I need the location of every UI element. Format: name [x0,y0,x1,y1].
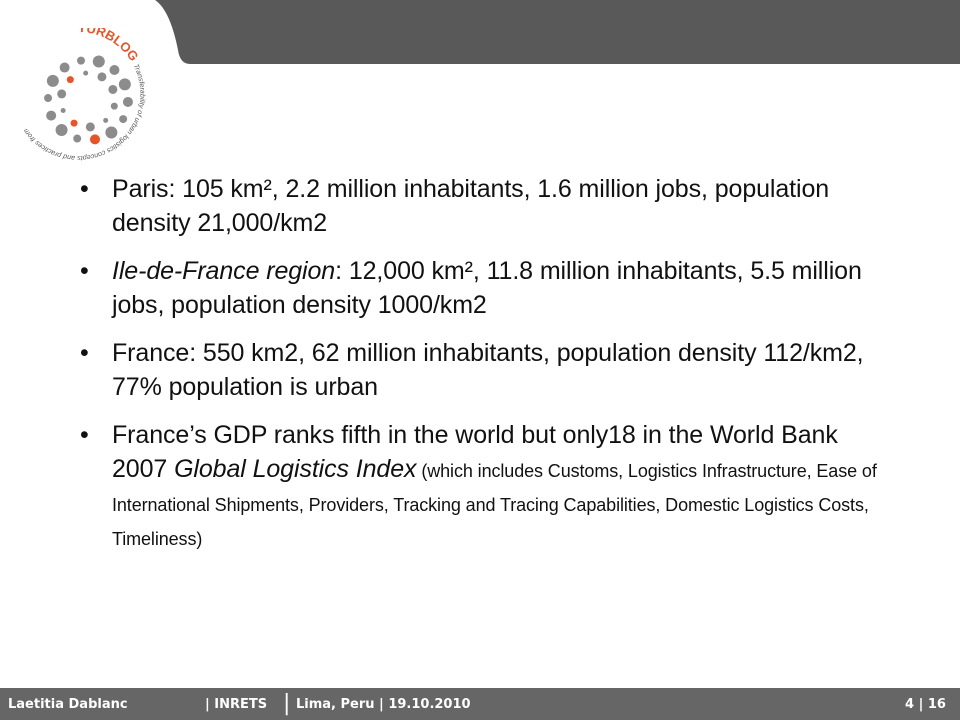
logo-dot [119,115,127,123]
logo-dot [61,108,66,113]
bullet-item [74,336,894,404]
logo-dot [119,78,131,90]
logo-dot [109,65,119,75]
bullet-text: France’s GDP ranks fifth in the world but only18 in the World Bank 2007 [112,421,838,483]
logo-brand: URBLOG [85,28,142,64]
logo-dot [73,135,81,143]
logo-dot [44,94,52,102]
logo-dot [93,55,105,67]
logo-dot [105,126,117,138]
logo-dot [46,111,56,121]
bullet-text: Paris: 105 km², 2.2 million inhabitants, 1.6 million jobs, population density 21,000/km2 [112,175,830,237]
bullet-list [74,172,894,568]
footer-bar [0,688,960,720]
logo-dot [83,71,88,76]
bullet-text: Global Logistics Index [174,455,417,483]
logo-dot [123,97,133,107]
bullet-item [74,254,894,322]
logo-dot [108,85,117,94]
logo-dot [103,118,108,123]
logo-dot [71,120,78,127]
logo-dot [90,134,100,144]
bullet-item [74,172,894,240]
logo-dot [86,122,95,131]
logo-image [18,28,168,178]
logo-dot [56,124,68,136]
logo-dot [77,57,85,65]
footer-event: Lima, Peru | 19.10.2010 [296,697,471,712]
bullet-text: France: 550 km2, 62 million inhabitants, population density 112/km2, 77% population is urban [112,339,864,401]
footer-org: | INRETS [205,697,268,712]
logo-dot [97,72,106,81]
bullet-text: Ile-de-France region [112,257,336,285]
footer-separator: | [283,691,291,716]
logo-dot [57,89,66,98]
logo-dot [60,63,70,73]
logo-tagline: Transferability of urban logistics concepts and practices from [22,63,146,162]
logo-dot [47,75,59,87]
logo-dot [67,76,74,83]
bullet-item [74,418,894,554]
footer-page: 4 | 16 [905,697,946,712]
logo-dot [111,103,118,110]
svg-text:TURBLOG [78,28,142,64]
bullet-text: (which includes Customs, Logistics Infrastructure, Ease of International Shipments, Providers, Tracking and Tracing Capabilities, Domestic Logistics Costs, Timeliness) [112,461,877,549]
footer-author: Laetitia Dablanc [8,697,128,712]
bullet-text: : 12,000 km², 11.8 million inhabitants, 5.5 million jobs, population density 1000/km2 [112,257,862,319]
turblog-logo [18,28,168,178]
